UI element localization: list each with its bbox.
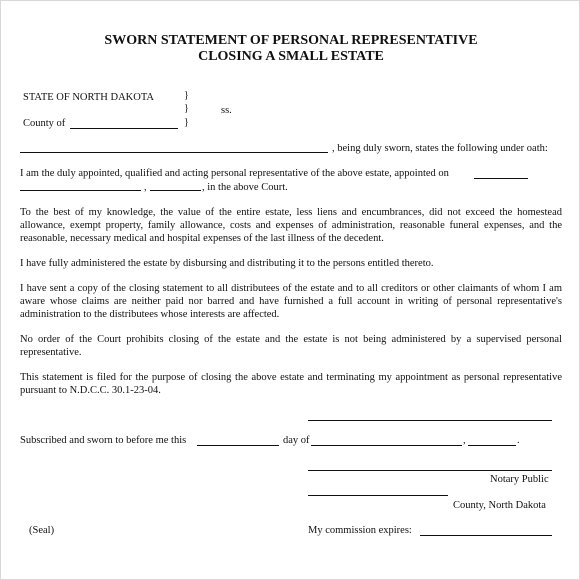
representative-name-field[interactable] <box>20 152 328 153</box>
representative-signature-line[interactable] <box>308 420 552 421</box>
venue-brace-bottom: } <box>184 117 189 128</box>
order-paragraph-line-2: representative. <box>20 347 82 358</box>
appointment-month-day-field[interactable] <box>20 190 141 191</box>
court-text: , in the above Court. <box>202 182 288 193</box>
knowledge-paragraph-line-1: To the best of my knowledge, the value of the entire estate, less liens and encumbrances, did not exceed the homestead <box>20 207 562 218</box>
document-title-line-2: CLOSING A SMALL ESTATE <box>198 49 384 64</box>
copy-paragraph-line-2: aware whose claims are neither paid nor barred and have furnished a full account in writing of personal representative's <box>20 296 562 307</box>
day-of-text: day of <box>283 435 310 446</box>
copy-paragraph-line-3: administration to the distributees whose interests are affected. <box>20 309 280 320</box>
document-title-line-1: SWORN STATEMENT OF PERSONAL REPRESENTATIVE <box>104 33 478 48</box>
commission-expiry-field[interactable] <box>420 535 552 536</box>
copy-paragraph-line-1: I have sent a copy of the closing statement to all distributees of the estate and to all creditors or other claimants of whom I am <box>20 283 562 294</box>
subscribed-comma: , <box>463 435 466 446</box>
knowledge-paragraph-line-3: reasonable, necessary medical and hospital expenses of the last illness of the decedent. <box>20 233 384 244</box>
notary-public-label: Notary Public <box>490 474 549 485</box>
venue-brace-mid: } <box>184 103 189 114</box>
county-name-field[interactable] <box>70 128 178 129</box>
commission-expires-label: My commission expires: <box>308 525 412 536</box>
filed-paragraph-line-1: This statement is filed for the purpose of closing the above estate and terminating my appointment as personal representative <box>20 372 562 383</box>
county-north-dakota-label: County, North Dakota <box>453 500 546 511</box>
seal-label: (Seal) <box>29 525 55 536</box>
venue-ss: ss. <box>221 105 232 116</box>
appointed-text: I am the duly appointed, qualified and acting personal representative of the above estate, appointed on <box>20 168 449 179</box>
subscribed-day-field[interactable] <box>197 445 279 446</box>
subscribed-text: Subscribed and sworn to before me this <box>20 435 187 446</box>
venue-state: STATE OF NORTH DAKOTA <box>23 92 154 103</box>
notary-county-field[interactable] <box>308 495 448 496</box>
appointment-date-field[interactable] <box>474 178 528 179</box>
appointment-year-field[interactable] <box>150 190 201 191</box>
subscribed-month-field[interactable] <box>311 445 462 446</box>
subscribed-year-field[interactable] <box>468 445 516 446</box>
knowledge-paragraph-line-2: allowance, exempt property, family allowance, costs and expenses of administration, reasonable funeral expenses, and the <box>20 220 562 231</box>
sworn-statement-text: , being duly sworn, states the following under oath: <box>332 143 548 154</box>
venue-county-label: County of <box>23 118 66 129</box>
filed-paragraph-line-2: pursuant to N.D.C.C. 30.1-23-04. <box>20 385 161 396</box>
administered-paragraph: I have fully administered the estate by disbursing and distributing it to the persons entitled thereto. <box>20 258 434 269</box>
venue-brace-top: } <box>184 90 189 101</box>
appointment-comma: , <box>144 182 147 193</box>
notary-signature-line[interactable] <box>308 470 552 471</box>
order-paragraph-line-1: No order of the Court prohibits closing of the estate and the estate is not being administered by a supervised personal <box>20 334 562 345</box>
subscribed-period: . <box>517 435 520 446</box>
